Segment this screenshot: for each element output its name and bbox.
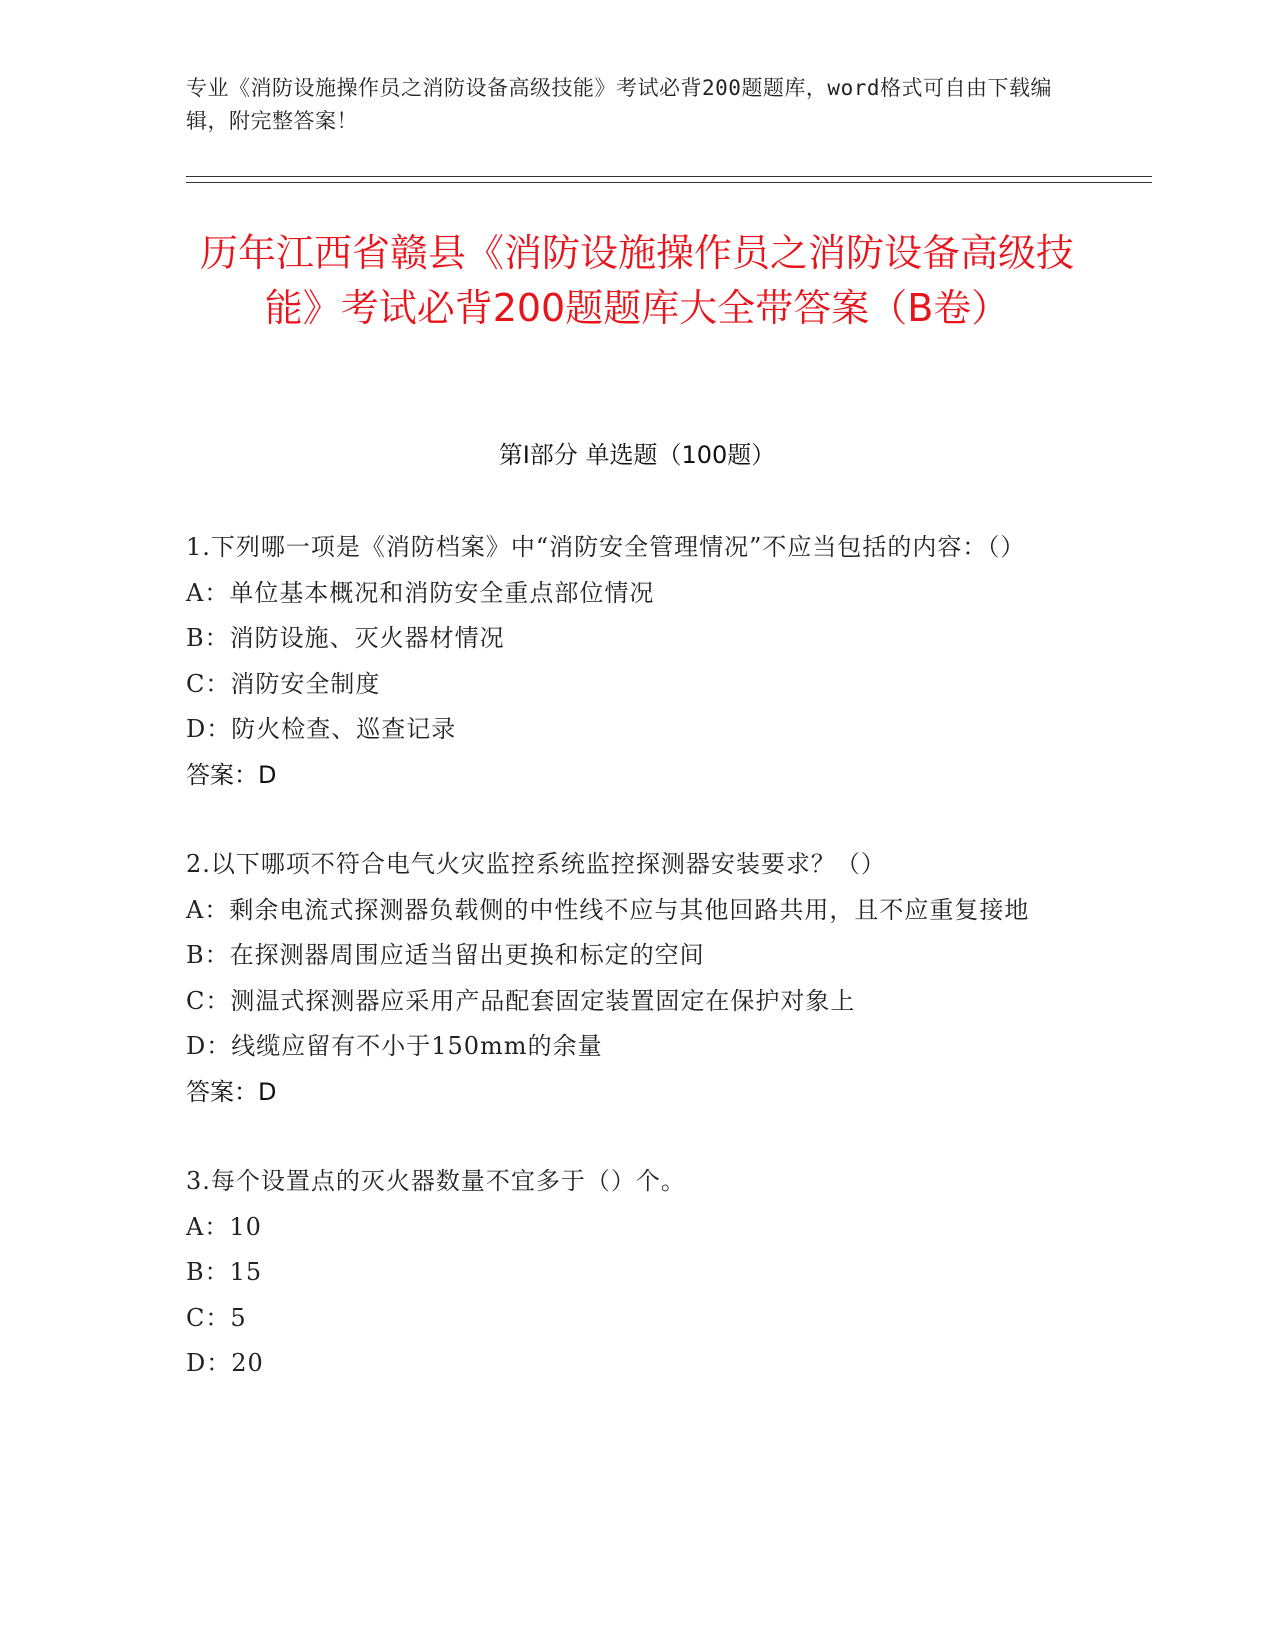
- question-stem: 1.下列哪一项是《消防档案》中“消防安全管理情况”不应当包括的内容：（）: [186, 533, 1026, 561]
- header-divider-bottom: [186, 182, 1152, 183]
- header-divider-top: [186, 176, 1152, 177]
- section-heading: 第Ⅰ部分 单选题（100题）: [498, 441, 776, 469]
- option-a: A：剩余电流式探测器负载侧的中性线不应与其他回路共用，且不应重复接地: [186, 895, 1030, 924]
- option-b: B：在探测器周围应适当留出更换和标定的空间: [186, 941, 705, 969]
- question-1: [186, 525, 1086, 798]
- option-c: C：5: [186, 1303, 247, 1332]
- option-a: A：10: [186, 1212, 262, 1241]
- header-note: 专业《消防设施操作员之消防设备高级技能》考试必背200题题库，word格式可自由下载编辑，附完整答案！: [186, 76, 1052, 133]
- question-list: [186, 525, 1086, 1431]
- question-3: [186, 1159, 1086, 1387]
- question-stem: 3.每个设置点的灭火器数量不宜多于（）个。: [186, 1167, 686, 1195]
- option-d: D：20: [186, 1349, 264, 1377]
- option-d: D：线缆应留有不小于150mm的余量: [186, 1032, 603, 1060]
- option-c: C：消防安全制度: [186, 669, 381, 698]
- option-b: B：消防设施、灭火器材情况: [186, 624, 505, 652]
- document-title: 历年江西省赣县《消防设施操作员之消防设备高级技能》考试必背200题题库大全带答案（B卷）: [199, 231, 1074, 330]
- option-b: B：15: [186, 1258, 263, 1286]
- question-2: [186, 842, 1086, 1115]
- answer: 答案：D: [186, 760, 277, 789]
- option-a: A：单位基本概况和消防安全重点部位情况: [186, 578, 655, 607]
- option-c: C：测温式探测器应采用产品配套固定装置固定在保护对象上: [186, 986, 856, 1015]
- option-d: D：防火检查、巡查记录: [186, 715, 457, 743]
- answer: 答案：D: [186, 1077, 277, 1106]
- question-stem: 2.以下哪项不符合电气火灾监控系统监控探测器安装要求？（）: [186, 850, 886, 878]
